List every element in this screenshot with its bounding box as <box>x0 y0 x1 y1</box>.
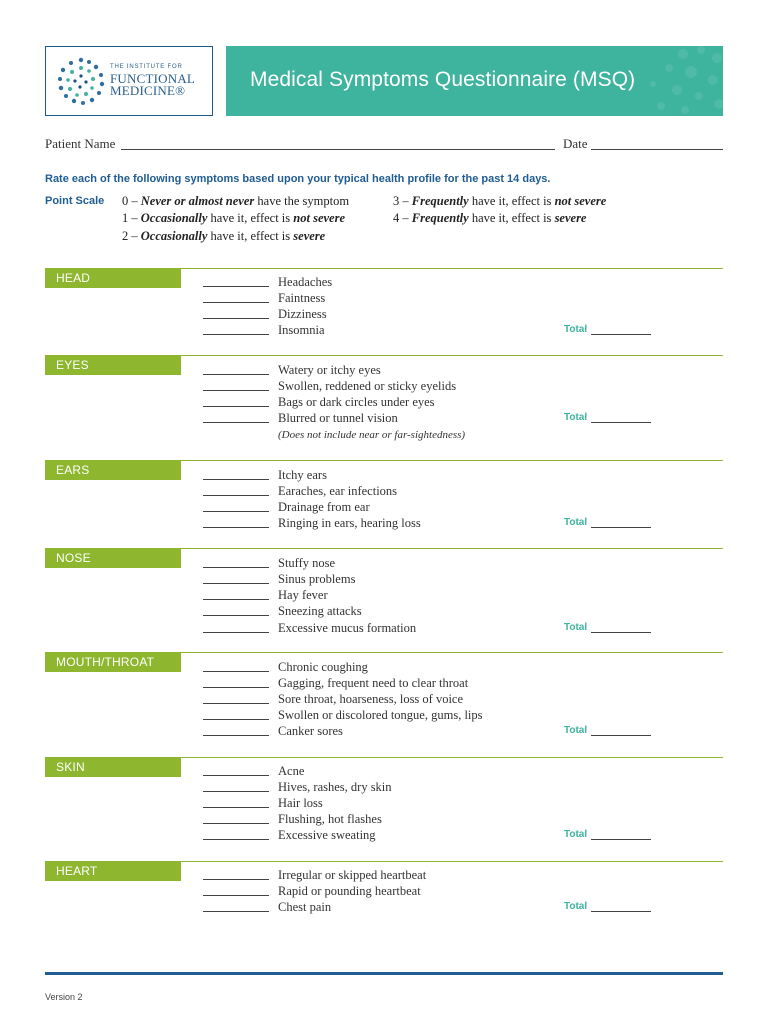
scale-number: 3 – <box>393 194 412 208</box>
total-label: Total <box>564 412 588 423</box>
score-field[interactable] <box>203 807 269 808</box>
scale-item-2 <box>122 229 325 244</box>
symptom-label: Ringing in ears, hearing loss <box>278 516 421 530</box>
score-field[interactable] <box>203 527 269 528</box>
symptom-label: Chest pain <box>278 900 332 914</box>
score-field[interactable] <box>203 495 269 496</box>
total-label: Total <box>564 517 588 528</box>
total-label: Total <box>564 829 588 840</box>
symptom-label: Itchy ears <box>278 468 327 482</box>
score-field[interactable] <box>203 823 269 824</box>
symptom-row <box>203 588 703 604</box>
symptom-label: Excessive sweating <box>278 828 376 842</box>
scale-number: 4 – <box>393 211 412 225</box>
symptom-label: Hair loss <box>278 796 323 810</box>
symptom-label: Canker sores <box>278 724 343 738</box>
instructions: Rate each of the following symptoms based upon your typical health profile for the past 14 days. <box>45 173 551 185</box>
score-field[interactable] <box>203 879 269 880</box>
section-note: (Does not include near or far-sightedness) <box>278 429 466 441</box>
symptom-row <box>203 307 703 323</box>
logo-line-1: FUNCTIONAL <box>110 71 196 86</box>
patient-name-field[interactable] <box>121 149 555 150</box>
score-field[interactable] <box>203 671 269 672</box>
symptom-label: Stuffy nose <box>278 556 336 570</box>
symptom-row <box>203 572 703 588</box>
section-total <box>564 411 654 427</box>
scale-item-4 <box>393 211 586 226</box>
total-field[interactable] <box>591 527 651 528</box>
patient-info <box>45 136 723 154</box>
score-field[interactable] <box>203 895 269 896</box>
section-total <box>564 323 654 339</box>
symptom-row <box>203 796 703 812</box>
symptom-row <box>203 708 703 724</box>
scale-item-3 <box>393 194 606 209</box>
score-field[interactable] <box>203 422 269 423</box>
score-field[interactable] <box>203 390 269 391</box>
score-field[interactable] <box>203 286 269 287</box>
symptom-label: Flushing, hot flashes <box>278 812 382 826</box>
score-field[interactable] <box>203 599 269 600</box>
score-field[interactable] <box>203 703 269 704</box>
score-field[interactable] <box>203 334 269 335</box>
point-scale-label: Point Scale <box>45 195 105 207</box>
score-field[interactable] <box>203 775 269 776</box>
scale-frequency: Frequently <box>411 194 469 208</box>
score-field[interactable] <box>203 719 269 720</box>
total-field[interactable] <box>591 632 651 633</box>
symptom-label: Sinus problems <box>278 572 356 586</box>
symptom-label: Drainage from ear <box>278 500 370 514</box>
version-label: Version 2 <box>45 992 83 1002</box>
score-field[interactable] <box>203 735 269 736</box>
symptom-label: Acne <box>278 764 305 778</box>
symptom-row <box>203 676 703 692</box>
logo-small-text: THE INSTITUTE FOR <box>110 64 183 70</box>
symptom-label: Headaches <box>278 275 333 289</box>
total-label: Total <box>564 725 588 736</box>
symptom-label: Hives, rashes, dry skin <box>278 780 392 794</box>
total-label: Total <box>564 901 588 912</box>
symptom-label: Faintness <box>278 291 326 305</box>
symptom-label: Dizziness <box>278 307 327 321</box>
symptom-row <box>203 500 703 516</box>
page-title: Medical Symptoms Questionnaire (MSQ) <box>250 68 636 91</box>
section-title: SKIN <box>45 757 181 777</box>
total-field[interactable] <box>591 839 651 840</box>
scale-severity: not severe <box>554 194 607 208</box>
scale-frequency: Frequently <box>411 211 469 225</box>
score-field[interactable] <box>203 687 269 688</box>
scale-severity: severe <box>293 229 326 243</box>
score-field[interactable] <box>203 615 269 616</box>
scale-text: have the symptom <box>254 194 350 208</box>
logo-line-2: MEDICINE® <box>110 83 186 98</box>
section-title: HEART <box>45 861 181 881</box>
scale-number: 1 – <box>122 211 141 225</box>
total-field[interactable] <box>591 911 651 912</box>
institute-logo <box>45 46 213 116</box>
date-field[interactable] <box>591 149 723 150</box>
section-title: EARS <box>45 460 181 480</box>
title-banner <box>226 46 723 116</box>
score-field[interactable] <box>203 839 269 840</box>
symptom-row <box>203 275 703 291</box>
symptom-label: Chronic coughing <box>278 660 368 674</box>
symptom-label: Blurred or tunnel vision <box>278 411 398 425</box>
section-title: HEAD <box>45 268 181 288</box>
score-field[interactable] <box>203 302 269 303</box>
section-total <box>564 621 654 637</box>
symptom-row <box>203 884 703 900</box>
symptom-label: Swollen or discolored tongue, gums, lips <box>278 708 483 722</box>
symptom-row <box>203 379 703 395</box>
logo-name <box>110 73 195 97</box>
symptom-row <box>203 764 703 780</box>
score-field[interactable] <box>203 374 269 375</box>
total-label: Total <box>564 324 588 335</box>
symptom-row <box>203 363 703 379</box>
symptom-row <box>203 556 703 572</box>
scale-text: have it, effect is <box>207 229 294 243</box>
symptom-label: Gagging, frequent need to clear throat <box>278 676 469 690</box>
symptom-row <box>203 660 703 676</box>
patient-name-label: Patient Name <box>45 136 116 151</box>
section-title: MOUTH/THROAT <box>45 652 181 672</box>
section-total <box>564 900 654 916</box>
logo-dots-icon <box>56 56 106 106</box>
scale-frequency: Occasionally <box>140 211 208 225</box>
footer-divider <box>45 972 723 975</box>
symptom-row <box>203 468 703 484</box>
score-field[interactable] <box>203 318 269 319</box>
symptom-row <box>203 780 703 796</box>
symptom-row <box>203 291 703 307</box>
score-field[interactable] <box>203 479 269 480</box>
symptom-row <box>203 868 703 884</box>
total-field[interactable] <box>591 422 651 423</box>
section-total <box>564 724 654 740</box>
symptom-label: Sore throat, hoarseness, loss of voice <box>278 692 464 706</box>
section-title: NOSE <box>45 548 181 568</box>
symptom-label: Hay fever <box>278 588 328 602</box>
scale-number: 0 – <box>122 194 141 208</box>
total-label: Total <box>564 622 588 633</box>
symptom-row <box>203 692 703 708</box>
scale-text: have it, effect is <box>468 194 555 208</box>
score-field[interactable] <box>203 406 269 407</box>
symptom-label: Insomnia <box>278 323 325 337</box>
symptom-label: Watery or itchy eyes <box>278 363 381 377</box>
total-field[interactable] <box>591 334 651 335</box>
scale-number: 2 – <box>122 229 141 243</box>
symptom-label: Earaches, ear infections <box>278 484 398 498</box>
date-label: Date <box>563 136 588 151</box>
symptom-label: Sneezing attacks <box>278 604 362 618</box>
symptom-row <box>203 484 703 500</box>
symptom-label: Bags or dark circles under eyes <box>278 395 435 409</box>
symptom-label: Irregular or skipped heartbeat <box>278 868 427 882</box>
symptom-label: Rapid or pounding heartbeat <box>278 884 421 898</box>
scale-text: have it, effect is <box>207 211 294 225</box>
scale-frequency: Never or almost never <box>140 194 255 208</box>
section-title: EYES <box>45 355 181 375</box>
total-field[interactable] <box>591 735 651 736</box>
score-field[interactable] <box>203 911 269 912</box>
score-field[interactable] <box>203 511 269 512</box>
score-field[interactable] <box>203 567 269 568</box>
scale-text: have it, effect is <box>468 211 555 225</box>
section-total <box>564 828 654 844</box>
scale-item-0 <box>122 194 349 209</box>
symptom-label: Excessive mucus formation <box>278 621 417 635</box>
scale-frequency: Occasionally <box>140 229 208 243</box>
score-field[interactable] <box>203 583 269 584</box>
scale-severity: not severe <box>293 211 346 225</box>
score-field[interactable] <box>203 791 269 792</box>
scale-item-1 <box>122 211 345 226</box>
section-total <box>564 516 654 532</box>
symptom-label: Swollen, reddened or sticky eyelids <box>278 379 457 393</box>
scale-severity: severe <box>554 211 587 225</box>
symptom-row <box>203 395 703 411</box>
symptom-row <box>203 812 703 828</box>
symptom-row <box>203 604 703 620</box>
score-field[interactable] <box>203 632 269 633</box>
